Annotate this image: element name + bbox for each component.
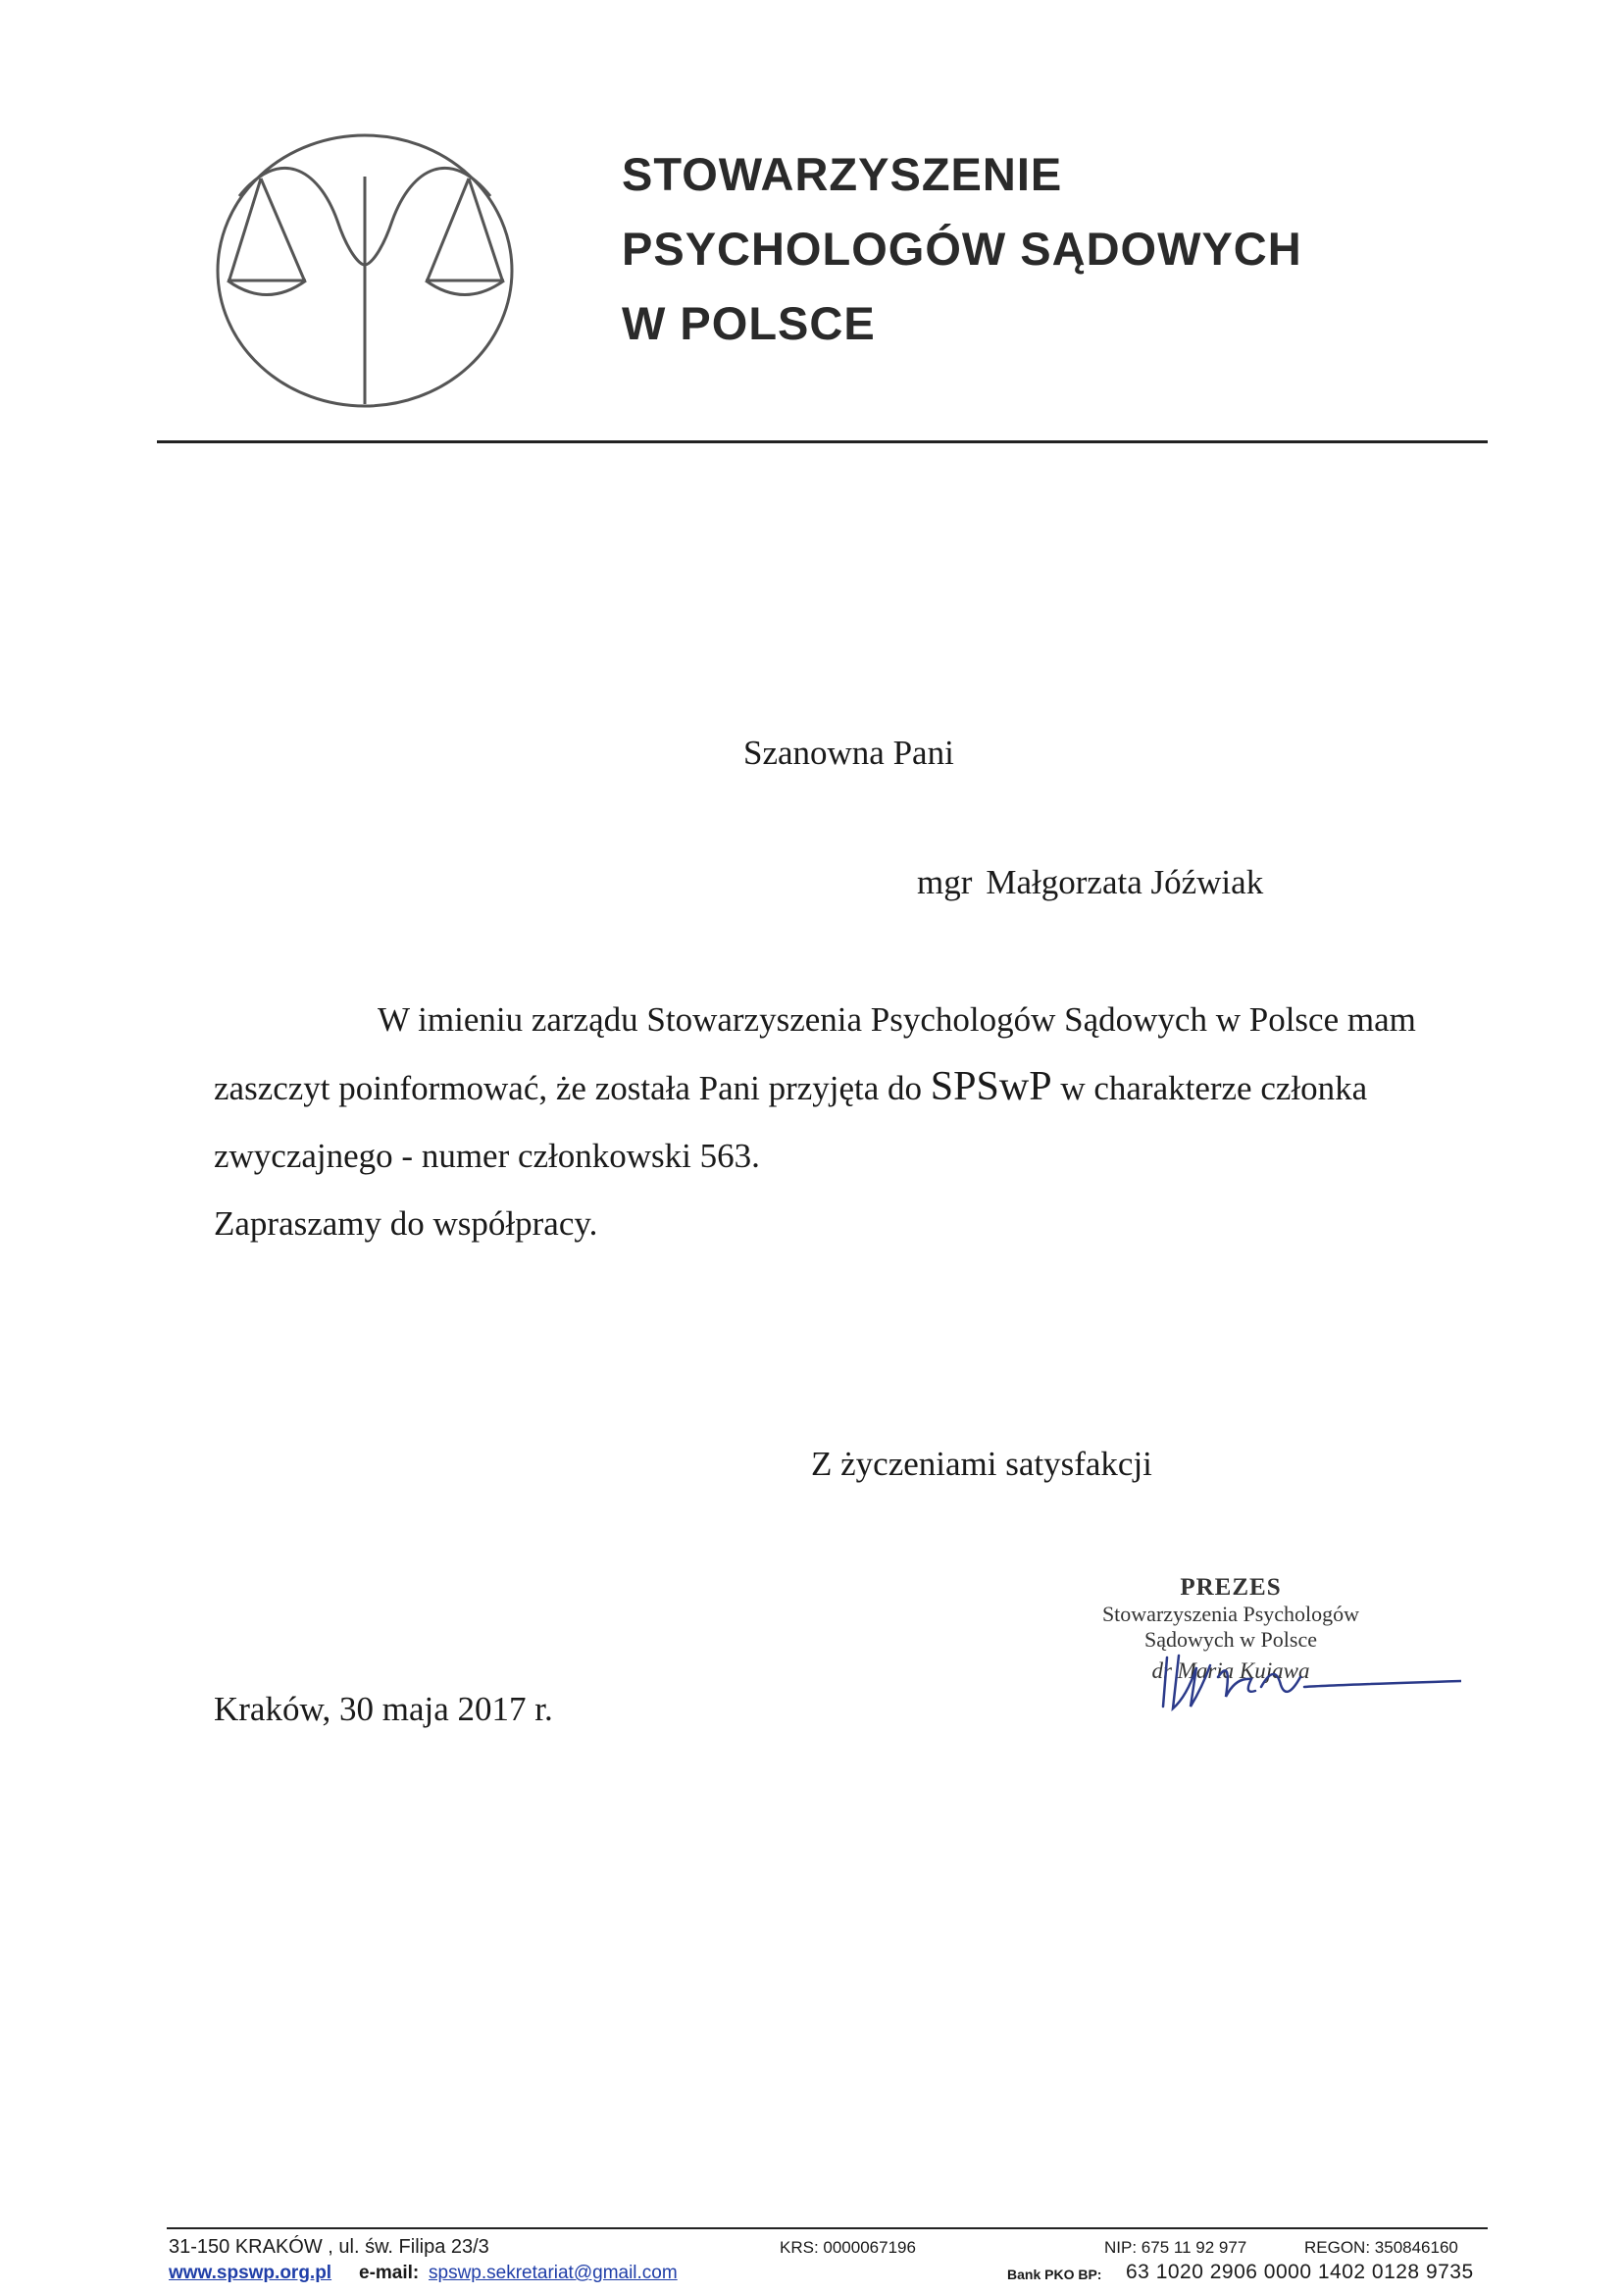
membership-number: 563.	[699, 1137, 760, 1175]
recipient-name: Małgorzata Jóźwiak	[986, 863, 1264, 901]
paragraph-line-3-start: zwyczajnego - numer członkowski	[214, 1137, 691, 1175]
paragraph-line-2-end: w charakterze członka	[1060, 1069, 1368, 1107]
paragraph-line-2-start: zaszczyt poinformować, że została Pani przyjęta do	[214, 1069, 923, 1107]
stamp-line-1: Stowarzyszenia Psychologów	[1101, 1602, 1360, 1626]
stamp-title: PREZES	[1180, 1574, 1282, 1601]
footer-email-label: e-mail:	[359, 2263, 420, 2283]
organization-name	[622, 137, 1302, 361]
footer-nip: NIP: 675 11 92 977	[1104, 2238, 1247, 2257]
letter-date: Kraków, 30 maja 2017 r.	[214, 1690, 553, 1728]
stamp-name: dr Maria Kujawa	[1151, 1658, 1310, 1683]
footer-bank-account: 63 1020 2906 0000 1402 0128 9735	[1126, 2261, 1474, 2283]
handwritten-signature	[1108, 1648, 1461, 1726]
letter-paragraph	[214, 986, 1416, 1257]
footer-email-link[interactable]: spswp.sekretariat@gmail.com	[429, 2263, 678, 2283]
stamp-line-2: Sądowych w Polsce	[1144, 1627, 1317, 1652]
recipient-title: mgr	[917, 863, 973, 901]
organization-abbreviation: SPSwP	[930, 1064, 1052, 1109]
org-name-line-2: PSYCHOLOGÓW SĄDOWYCH	[622, 223, 1302, 275]
paragraph-line-3	[214, 1122, 1416, 1190]
paragraph-line-1: W imieniu zarządu Stowarzyszenia Psychologów Sądowych w Polsce mam	[378, 1000, 1416, 1039]
scales-psi-icon	[210, 127, 524, 422]
footer-krs: KRS: 0000067196	[780, 2238, 916, 2257]
footer-website-link[interactable]: www.spswp.org.pl	[169, 2263, 332, 2283]
closing: Z życzeniami satysfakcji	[811, 1445, 1152, 1483]
org-name-line-3: W POLSCE	[622, 297, 876, 349]
recipient	[917, 863, 1263, 902]
footer-bank-label: Bank PKO BP:	[1007, 2267, 1102, 2282]
footer-address: 31-150 KRAKÓW , ul. św. Filipa 23/3	[169, 2236, 489, 2258]
footer-regon: REGON: 350846160	[1304, 2238, 1458, 2257]
footer-divider	[167, 2227, 1488, 2229]
salutation: Szanowna Pani	[743, 734, 954, 772]
org-name-line-1: STOWARZYSZENIE	[622, 148, 1063, 200]
header-divider	[157, 440, 1488, 443]
invitation-line: Zapraszamy do współpracy.	[214, 1204, 598, 1243]
paragraph-line-2	[214, 1053, 1416, 1122]
